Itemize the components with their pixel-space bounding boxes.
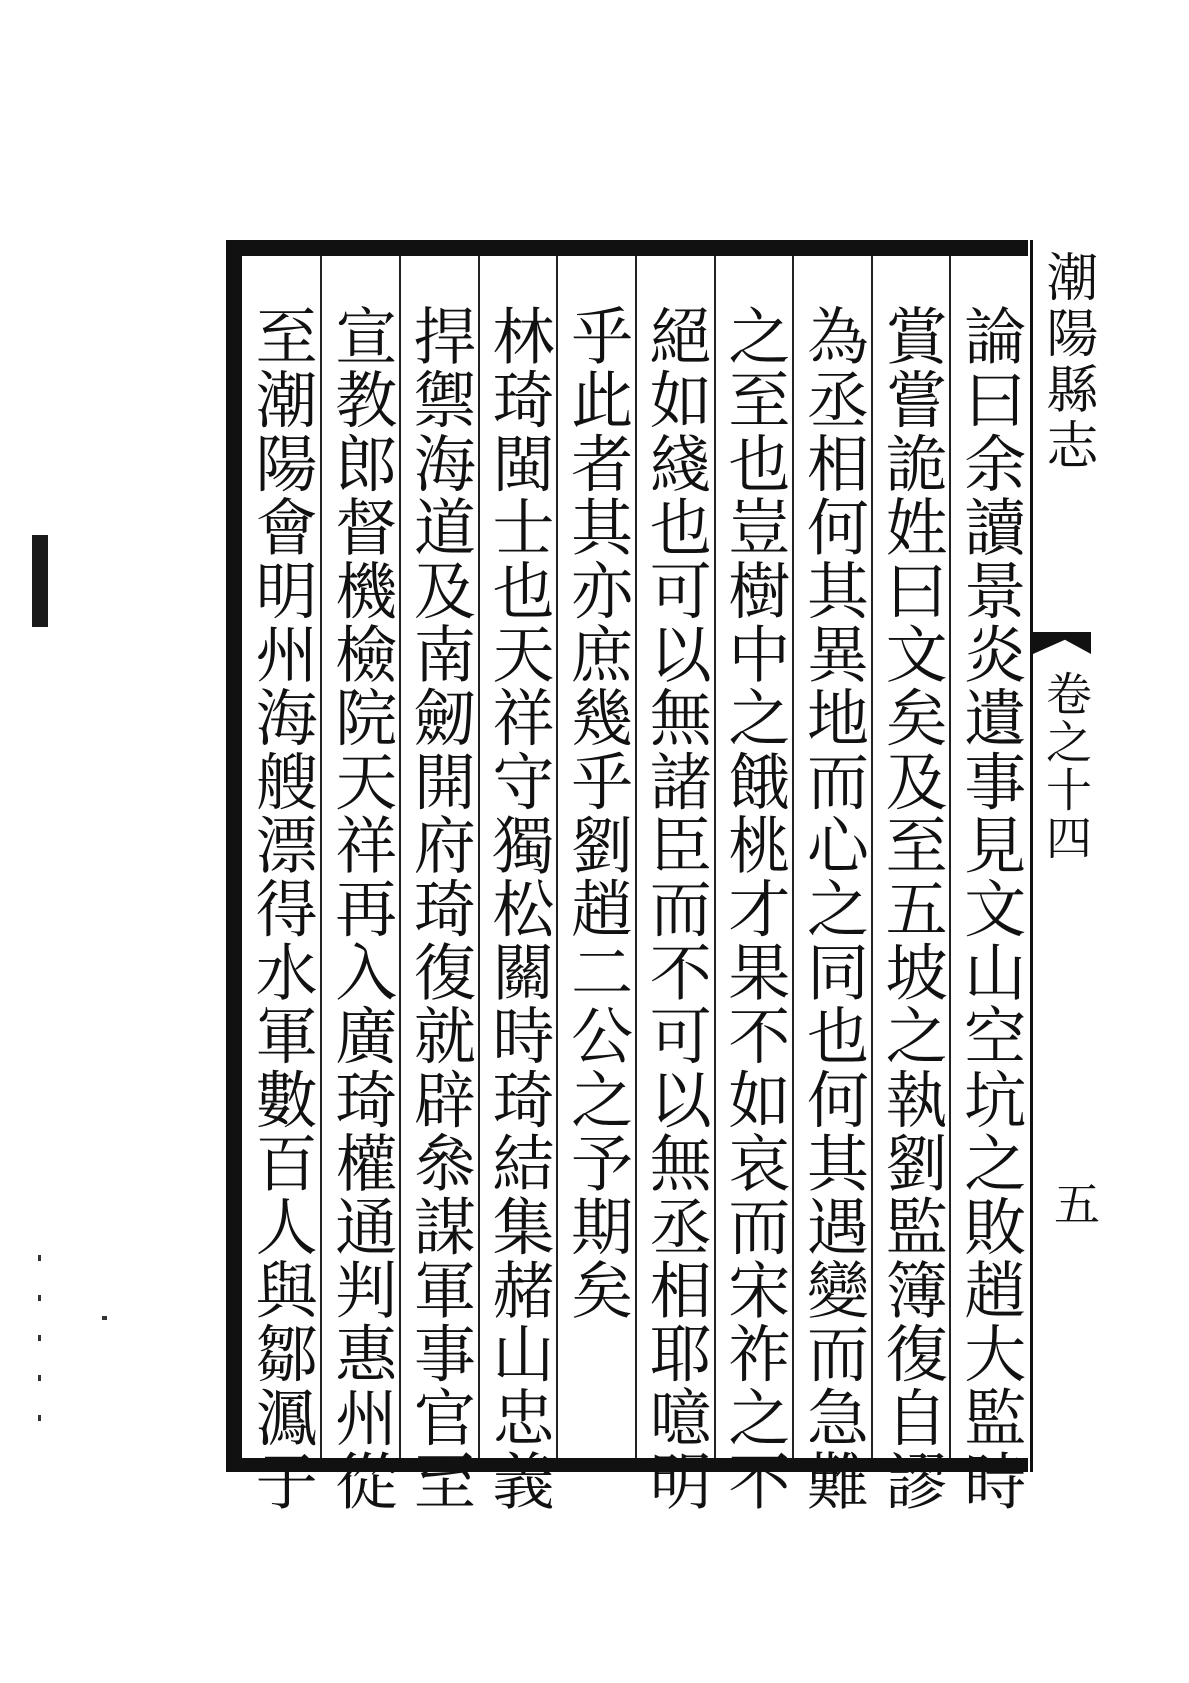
- banxin-strip: [1030, 240, 1100, 1472]
- text-column-1: [949, 256, 1028, 1513]
- volume-label: 卷之十四: [1039, 670, 1093, 862]
- column-text: 為丞相何其異地而心之同也何其遇變而急難: [796, 304, 870, 1513]
- column-text: 之至也豈樹中之餓桃才果不如哀而宋祚之不: [717, 304, 791, 1513]
- text-column-4: [714, 256, 793, 1513]
- page-number: 五: [1047, 1180, 1101, 1226]
- column-text: 至潮陽會明州海艘漂得水軍數百人與鄒㵯子: [245, 304, 319, 1513]
- margin-speck: [102, 1316, 107, 1320]
- margin-dotted-mark: [38, 1255, 41, 1435]
- text-columns: [242, 256, 1028, 1513]
- fishtail-mark: [1033, 632, 1091, 654]
- column-text: 絕如綫也可以無諸臣而不可以無丞相耶噫明: [639, 304, 713, 1513]
- margin-ink-mark: [32, 535, 48, 627]
- book-title: 潮陽縣志: [1037, 250, 1097, 474]
- column-text: 乎此者其亦庶幾乎劉趙二公之予期矣: [560, 304, 634, 1322]
- text-column-5: [635, 256, 714, 1513]
- text-column-9: [320, 256, 399, 1513]
- column-text: 賞嘗詭姓曰文矣及至五坡之執劉監簿復自謬: [875, 304, 949, 1513]
- text-column-7: [478, 256, 557, 1513]
- text-column-3: [792, 256, 871, 1513]
- text-column-10: [242, 256, 320, 1513]
- text-column-6: [556, 256, 635, 1458]
- text-column-8: [399, 256, 478, 1513]
- column-text: 論曰余讀景炎遺事見文山空坑之敗趙大監時: [953, 304, 1027, 1513]
- column-text: 林琦閩士也天祥守獨松關時琦結集赭山忠義: [481, 304, 555, 1513]
- text-column-2: [871, 256, 950, 1513]
- column-text: 捍禦海道及南劒開府琦復就辟叅謀軍事官至: [403, 304, 477, 1513]
- column-text: 宣教郎督機檢院天祥再入廣琦權通判惠州從: [324, 304, 398, 1513]
